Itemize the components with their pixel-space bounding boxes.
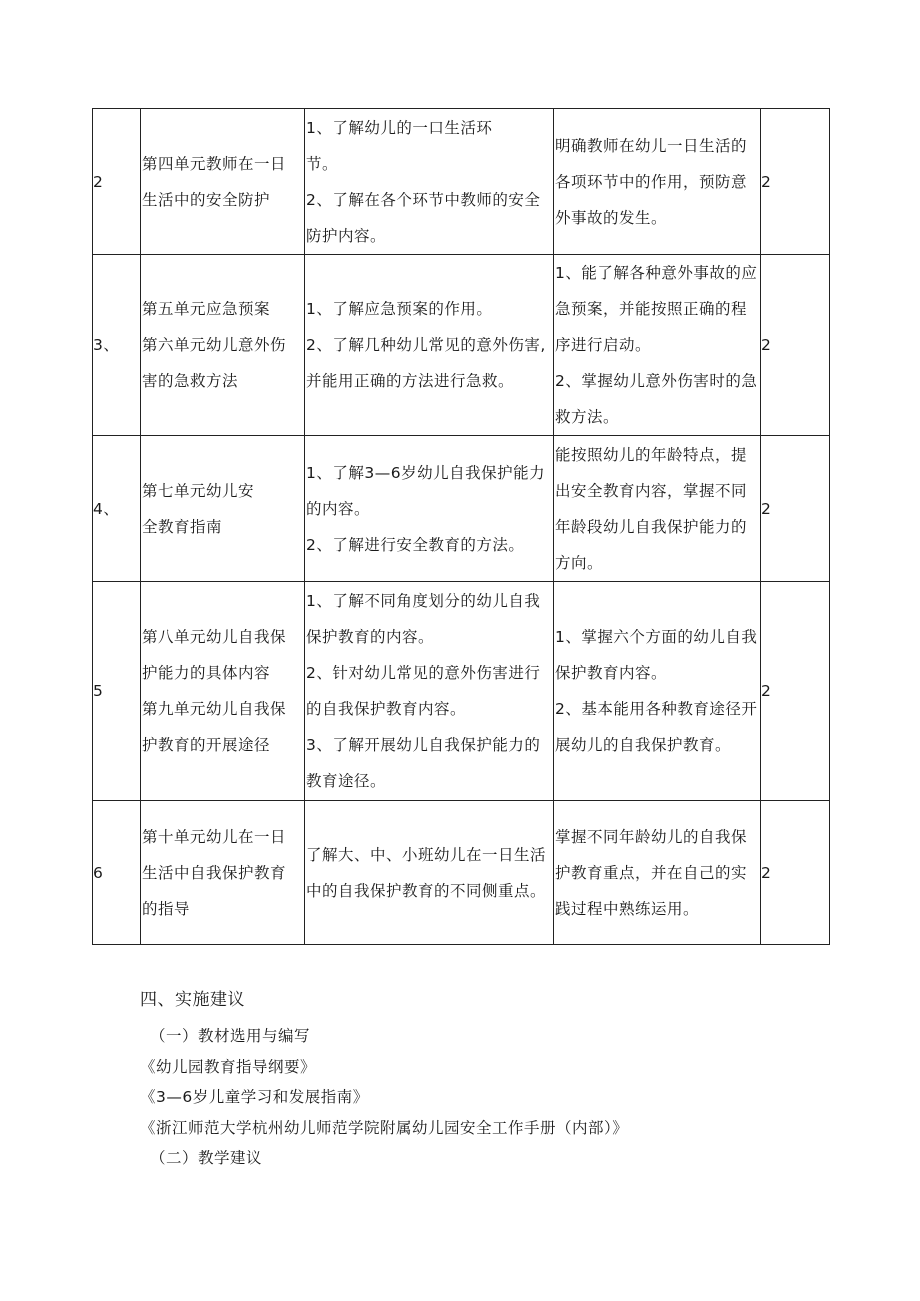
cell-line: 第七单元幼儿安 <box>142 481 255 500</box>
cell-line: 并能用正确的方法进行急救。 <box>306 372 515 390</box>
cell-line: 第六单元幼儿意外伤 <box>142 336 287 354</box>
cell-line: 护教育的开展途径 <box>142 736 271 754</box>
cell-line: 生活中自我保护教育 <box>142 863 287 882</box>
cell-line: 1、了解不同角度划分的幼儿自我 <box>306 592 541 610</box>
cell-line: 了解大、中、小班幼儿在一日生活 <box>306 845 547 864</box>
cell-line: 1、了解幼儿的一口生活环 <box>306 118 493 137</box>
cell-line: 各项环节中的作用，预防意 <box>555 172 748 191</box>
cell-line: 展幼儿的自我保护教育。 <box>555 736 732 754</box>
content-cell <box>305 582 554 801</box>
cell-line: 第八单元幼儿自我保 <box>142 628 287 646</box>
cell-line: 1、掌握六个方面的幼儿自我 <box>555 628 758 646</box>
cell-line: 保护教育内容。 <box>555 664 668 682</box>
cell-line: 节。 <box>306 154 339 173</box>
row-number: 2 <box>93 109 141 255</box>
unit-cell <box>141 436 305 582</box>
cell-line: 第十单元幼儿在一日 <box>142 827 287 846</box>
cell-line: 年龄段幼儿自我保护能力的 <box>555 517 748 536</box>
hours-cell: 2 <box>761 582 830 801</box>
requirement-cell <box>554 109 761 255</box>
unit-cell <box>141 255 305 436</box>
cell-line: 明确教师在幼儿一日生活的 <box>555 136 748 155</box>
content-cell <box>305 109 554 255</box>
cell-line: 外事故的发生。 <box>555 208 668 227</box>
row-number: 6 <box>93 801 141 945</box>
section-heading: 四、实施建议 <box>140 990 245 1010</box>
unit-cell <box>141 582 305 801</box>
cell-line: 的自我保护教育内容。 <box>306 700 467 718</box>
course-units-table <box>92 108 830 945</box>
cell-line: 的内容。 <box>306 499 371 518</box>
cell-line: 中的自我保护教育的不同侧重点。 <box>306 881 547 900</box>
cell-line: 教育途径。 <box>306 772 387 790</box>
cell-line: 护能力的具体内容 <box>142 664 271 682</box>
requirement-cell <box>554 436 761 582</box>
cell-line: 的指导 <box>142 899 191 918</box>
cell-line: 2、了解进行安全教育的方法。 <box>306 535 525 554</box>
cell-line: 防护内容。 <box>306 226 387 245</box>
cell-line: 1、了解3—6岁幼儿自我保护能力 <box>306 463 546 482</box>
row-number: 5 <box>93 582 141 801</box>
table-row <box>93 436 830 582</box>
book-item: 《浙江师范大学杭州幼儿师范学院附属幼儿园安全工作手册（内部）》 <box>140 1118 629 1137</box>
cell-line: 第九单元幼儿自我保 <box>142 700 287 718</box>
cell-line: 保护教育的内容。 <box>306 628 435 646</box>
row-number: 3、 <box>93 255 141 436</box>
table-row <box>93 255 830 436</box>
cell-line: 方向。 <box>555 553 604 572</box>
table-row <box>93 801 830 945</box>
cell-line: 全教育指南 <box>142 517 223 536</box>
subsection-teaching: （二）教学建议 <box>150 1149 263 1167</box>
book-item: 《幼儿园教育指导纲要》 <box>140 1057 317 1076</box>
cell-line: 2、掌握幼儿意外伤害时的急 <box>555 372 758 390</box>
cell-line: 掌握不同年龄幼儿的自我保 <box>555 827 748 846</box>
subsection-materials: （一）教材选用与编写 <box>150 1027 311 1045</box>
hours-cell: 2 <box>761 109 830 255</box>
cell-line: 2、了解在各个环节中教师的安全 <box>306 190 541 209</box>
cell-line: 1、了解应急预案的作用。 <box>306 300 493 318</box>
requirement-cell <box>554 801 761 945</box>
cell-line: 序进行启动。 <box>555 336 652 354</box>
cell-line: 护教育重点，并在自己的实 <box>555 863 748 882</box>
cell-line: 出安全教育内容，掌握不同 <box>555 481 748 500</box>
requirement-cell <box>554 582 761 801</box>
cell-line: 能按照幼儿的年龄特点，提 <box>555 445 748 464</box>
cell-line: 1、能了解各种意外事故的应 <box>555 264 758 282</box>
cell-line: 2、针对幼儿常见的意外伤害进行 <box>306 664 541 682</box>
row-number: 4、 <box>93 436 141 582</box>
cell-line: 2、基本能用各种教育途径开 <box>555 700 758 718</box>
hours-cell: 2 <box>761 436 830 582</box>
table-row <box>93 109 830 255</box>
cell-line: 3、了解开展幼儿自我保护能力的 <box>306 736 541 754</box>
table-row <box>93 582 830 801</box>
cell-line: 生活中的安全防护 <box>142 190 271 209</box>
content-cell <box>305 255 554 436</box>
cell-line: 第五单元应急预案 <box>142 300 271 318</box>
hours-cell: 2 <box>761 801 830 945</box>
cell-line: 2、了解几种幼儿常见的意外伤害, <box>306 336 546 354</box>
cell-line: 第四单元教师在一日 <box>142 154 287 173</box>
content-cell <box>305 436 554 582</box>
content-cell <box>305 801 554 945</box>
unit-cell <box>141 801 305 945</box>
requirement-cell <box>554 255 761 436</box>
cell-line: 践过程中熟练运用。 <box>555 899 700 918</box>
cell-line: 急预案，并能按照正确的程 <box>555 300 748 318</box>
book-item: 《3—6岁儿童学习和发展指南》 <box>140 1088 369 1106</box>
unit-cell <box>141 109 305 255</box>
cell-line: 救方法。 <box>555 408 620 426</box>
hours-cell: 2 <box>761 255 830 436</box>
cell-line: 害的急救方法 <box>142 372 239 390</box>
implementation-section <box>140 985 840 1174</box>
